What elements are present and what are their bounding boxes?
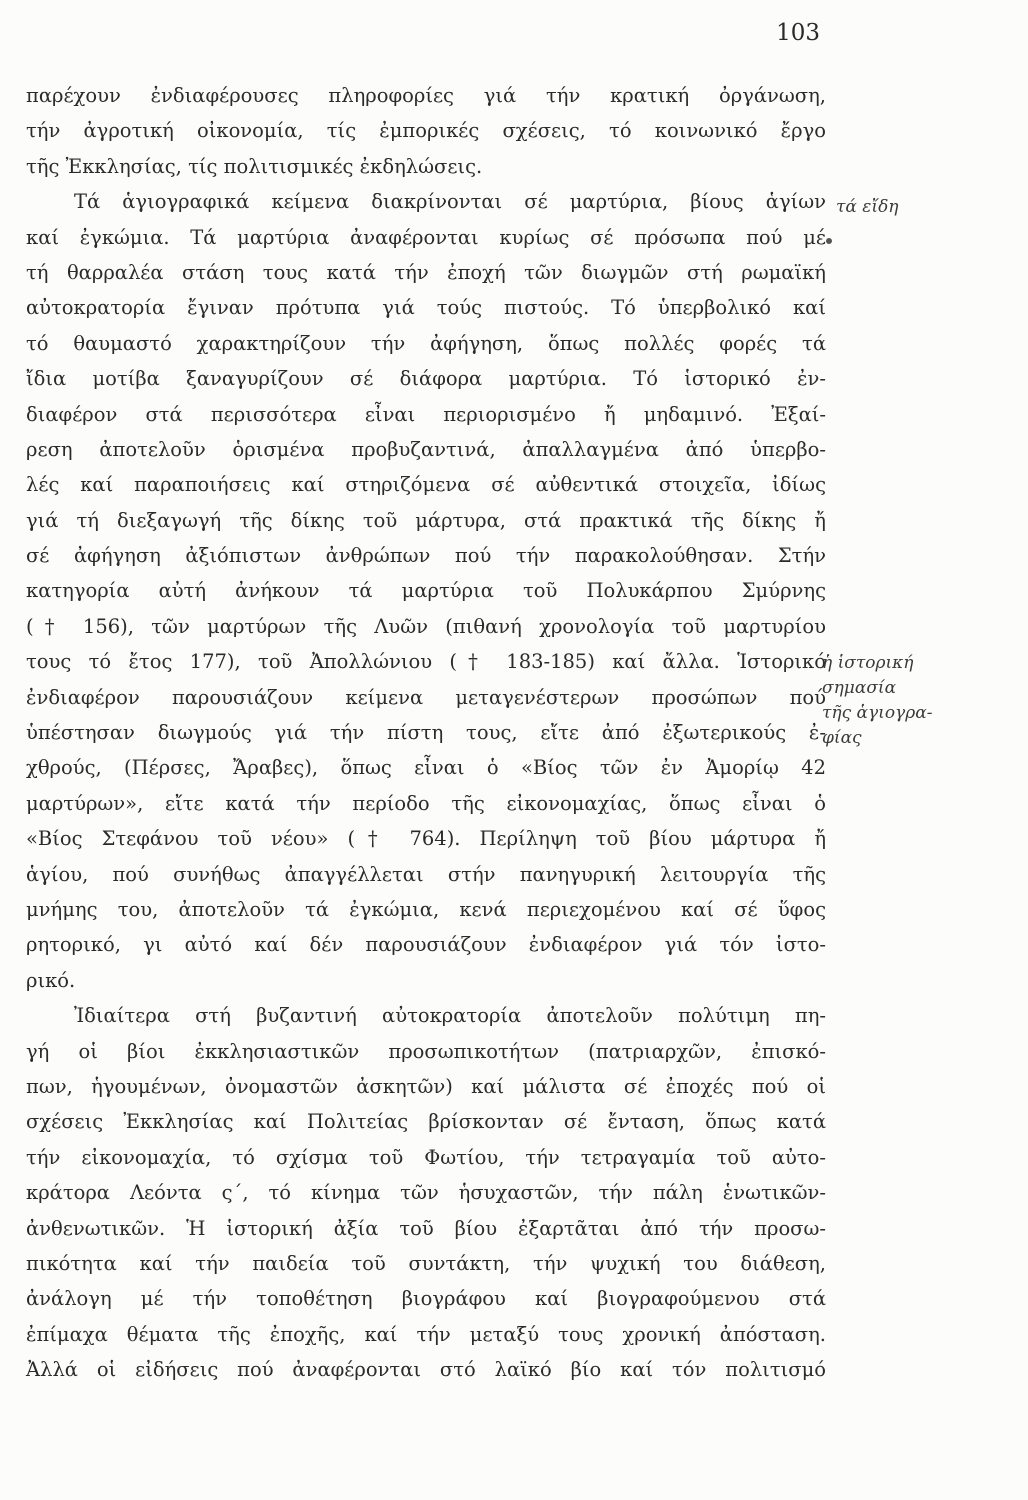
body-text	[26, 78, 826, 1387]
text-line: κατηγορία αὐτή ἀνήκουν τά μαρτύρια τοῦ Πολυκάρπου Σμύρνης	[26, 579, 826, 603]
text-line: ρεση ἀποτελοῦν ὁρισμένα προβυζαντινά, ἀπαλλαγμένα ἀπό ὑπερβο-	[26, 437, 826, 461]
text-line: ὑπέστησαν διωγμούς γιά τήν πίστη τους, εἴτε ἀπό ἐξωτερικούς ἐ-	[26, 721, 826, 745]
text-line: Τά ἁγιογραφικά κείμενα διακρίνονται σέ μαρτύρια, βίους ἁγίων	[74, 190, 826, 214]
text-line: χθρούς, (Πέρσες, Ἄραβες), ὅπως εἶναι ὁ «Βίος τῶν ἐν Ἀμορίῳ 42	[26, 756, 826, 780]
text-line: († 156), τῶν μαρτύρων τῆς Λυῶν (πιθανή χρονολογία τοῦ μαρτυρίου	[26, 614, 826, 638]
text-line: Ἀλλά οἱ εἰδήσεις πού ἀναφέρονται στό λαϊκό βίο καί τόν πολιτισμό	[26, 1358, 826, 1382]
text-line: Ἰδιαίτερα στή βυζαντινή αὐτοκρατορία ἀποτελοῦν πολύτιμη πη-	[74, 1004, 826, 1028]
print-speck	[826, 238, 832, 244]
text-line: τό θαυμαστό χαρακτηρίζουν τήν ἀφήγηση, ὅπως πολλές φορές τά	[26, 331, 826, 355]
text-line: μνήμης του, ἀποτελοῦν τά ἐγκώμια, κενά περιεχομένου καί σέ ὕφος	[26, 897, 826, 921]
text-line: ἐνδιαφέρον παρουσιάζουν κείμενα μεταγενέστερων προσώπων πού	[26, 685, 826, 709]
text-line: ρικό.	[26, 968, 76, 992]
text-line: ἐπίμαχα θέματα τῆς ἐποχῆς, καί τήν μεταξύ τους χρονική ἀπόσταση.	[26, 1322, 826, 1346]
text-line: τῆς Ἐκκλησίας, τίς πολιτισμικές ἐκδηλώσεις.	[26, 154, 483, 178]
text-line: «Βίος Στεφάνου τοῦ νέου» († 764). Περίληψη τοῦ βίου μάρτυρα ἤ	[26, 827, 826, 851]
text-line: πων, ἡγουμένων, ὀνομαστῶν ἀσκητῶν) καί μάλιστα σέ ἐποχές πού οἱ	[26, 1074, 826, 1098]
text-line: διαφέρον στά περισσότερα εἶναι περιορισμένο ἤ μηδαμινό. Ἐξαί-	[26, 402, 826, 426]
text-line: σχέσεις Ἐκκλησίας καί Πολιτείας βρίσκονταν σέ ἔνταση, ὅπως κατά	[26, 1110, 826, 1134]
text-line: τήν ἀγροτική οἰκονομία, τίς ἐμπορικές σχέσεις, τό κοινωνικό ἔργο	[26, 119, 826, 143]
margin-note-line: σημασία	[822, 678, 897, 698]
margin-note-historical-significance	[822, 651, 932, 751]
margin-note-types: τά εἴδη	[836, 197, 899, 217]
text-line: πικότητα καί τήν παιδεία τοῦ συντάκτη, τήν ψυχική του διάθεση,	[26, 1251, 826, 1275]
text-line: ἁγίου, πού συνήθως ἀπαγγέλλεται στήν πανηγυρική λειτουργία τῆς	[26, 862, 826, 886]
margin-note-line: φίας	[822, 728, 862, 748]
text-line: λές καί παραποιήσεις καί στηριζόμενα σέ αὐθεντικά στοιχεῖα, ἰδίως	[26, 473, 826, 497]
margin-note-line: τῆς ἁγιογρα-	[822, 703, 933, 723]
text-line: τή θαρραλέα στάση τους κατά τήν ἐποχή τῶν διωγμῶν στή ρωμαϊκή	[26, 260, 826, 284]
text-line: ἴδια μοτίβα ξαναγυρίζουν σέ διάφορα μαρτύρια. Τό ἱστορικό ἐν-	[26, 367, 826, 391]
text-line: ρητορικό, γι αὐτό καί δέν παρουσιάζουν ἐνδιαφέρον γιά τόν ἱστο-	[26, 933, 826, 957]
text-line: γιά τή διεξαγωγή τῆς δίκης τοῦ μάρτυρα, στά πρακτικά τῆς δίκης ἤ	[26, 508, 826, 532]
text-line: ἀνάλογη μέ τήν τοποθέτηση βιογράφου καί βιογραφούμενου στά	[26, 1287, 826, 1311]
text-line: αὐτοκρατορία ἔγιναν πρότυπα γιά τούς πιστούς. Τό ὑπερβολικό καί	[26, 296, 826, 320]
margin-note-line: ἡ ἱστορική	[822, 653, 914, 673]
text-line: παρέχουν ἐνδιαφέρουσες πληροφορίες γιά τήν κρατική ὀργάνωση,	[26, 84, 826, 107]
page-number: 103	[776, 20, 820, 46]
text-line: γή οἱ βίοι ἐκκλησιαστικῶν προσωπικοτήτων (πατριαρχῶν, ἐπισκό-	[26, 1039, 826, 1063]
text-line: τήν εἰκονομαχία, τό σχίσμα τοῦ Φωτίου, τήν τετραγαμία τοῦ αὐτο-	[26, 1145, 826, 1169]
text-line: καί ἐγκώμια. Τά μαρτύρια ἀναφέρονται κυρίως σέ πρόσωπα πού μέ	[26, 225, 826, 249]
text-line: μαρτύρων», εἴτε κατά τήν περίοδο τῆς εἰκονομαχίας, ὅπως εἶναι ὁ	[26, 791, 826, 815]
text-line: σέ ἀφήγηση ἀξιόπιστων ἀνθρώπων πού τήν παρακολούθησαν. Στήν	[26, 544, 826, 568]
text-line: τους τό ἔτος 177), τοῦ Ἀπολλώνιου († 183-185) καί ἄλλα. Ἱστορικό	[26, 650, 826, 674]
text-line: ἀνθενωτικῶν. Ἡ ἱστορική ἀξία τοῦ βίου ἐξαρτᾶται ἀπό τήν προσω-	[26, 1216, 826, 1240]
text-line: κράτορα Λεόντα ς΄, τό κίνημα τῶν ἡσυχαστῶν, τήν πάλη ἑνωτικῶν-	[26, 1181, 826, 1205]
